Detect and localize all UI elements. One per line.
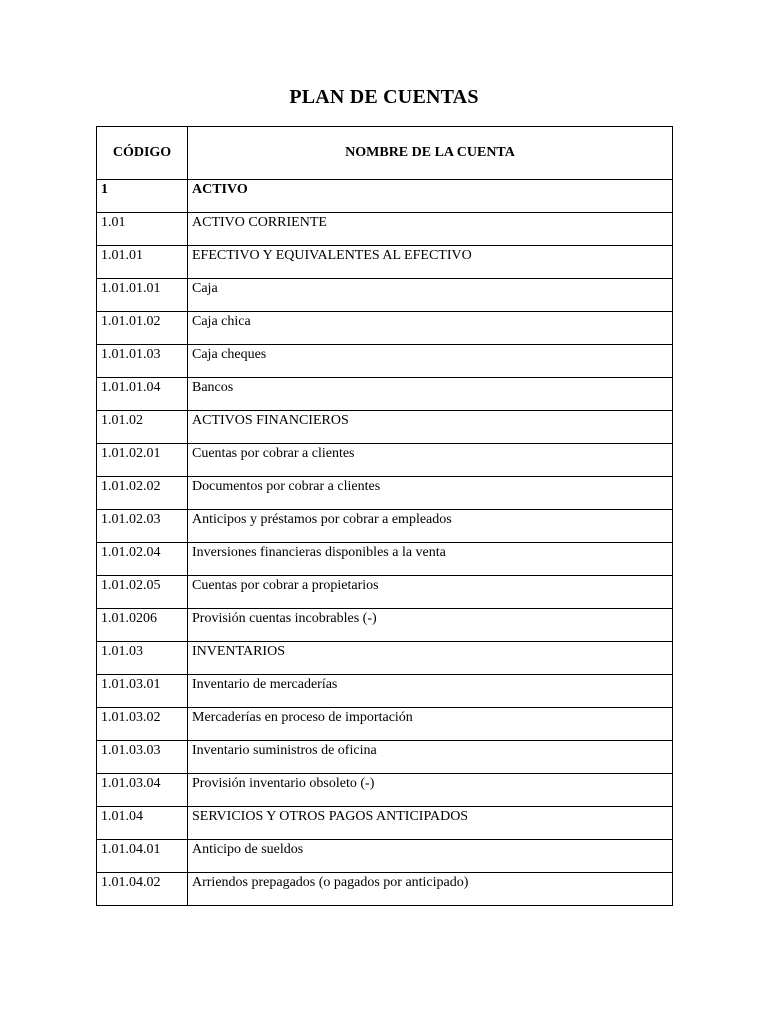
account-code: 1.01.02 [97, 411, 188, 444]
account-name: Inversiones financieras disponibles a la venta [188, 543, 673, 576]
account-code: 1.01.04 [97, 807, 188, 840]
account-code: 1.01.02.05 [97, 576, 188, 609]
table-header [97, 127, 673, 180]
table-row [97, 708, 673, 741]
account-name: ACTIVO CORRIENTE [188, 213, 673, 246]
table-row [97, 840, 673, 873]
account-name: ACTIVO [188, 180, 673, 213]
table-row [97, 444, 673, 477]
account-name: Anticipos y préstamos por cobrar a empleados [188, 510, 673, 543]
table-row [97, 411, 673, 444]
account-name: Provisión inventario obsoleto (-) [188, 774, 673, 807]
account-code: 1.01.02.02 [97, 477, 188, 510]
account-name: Documentos por cobrar a clientes [188, 477, 673, 510]
table-row [97, 180, 673, 213]
table-row [97, 213, 673, 246]
table-row [97, 807, 673, 840]
account-name: Bancos [188, 378, 673, 411]
account-name: Inventario suministros de oficina [188, 741, 673, 774]
account-code: 1.01.01 [97, 246, 188, 279]
account-code: 1.01.02.03 [97, 510, 188, 543]
table-row [97, 312, 673, 345]
account-name: ACTIVOS FINANCIEROS [188, 411, 673, 444]
account-code: 1.01.02.04 [97, 543, 188, 576]
table-row [97, 741, 673, 774]
account-name: Caja cheques [188, 345, 673, 378]
account-code: 1.01.0206 [97, 609, 188, 642]
account-code: 1 [97, 180, 188, 213]
account-name: Mercaderías en proceso de importación [188, 708, 673, 741]
table-row [97, 510, 673, 543]
table-row [97, 378, 673, 411]
table-row [97, 279, 673, 312]
table-row [97, 246, 673, 279]
table-row [97, 774, 673, 807]
account-code: 1.01.04.01 [97, 840, 188, 873]
table-row [97, 576, 673, 609]
account-code: 1.01 [97, 213, 188, 246]
table-row [97, 345, 673, 378]
account-code: 1.01.01.03 [97, 345, 188, 378]
account-code: 1.01.03.01 [97, 675, 188, 708]
table-row [97, 477, 673, 510]
account-code: 1.01.04.02 [97, 873, 188, 906]
account-name: INVENTARIOS [188, 642, 673, 675]
account-code: 1.01.03.03 [97, 741, 188, 774]
account-name: Provisión cuentas incobrables (-) [188, 609, 673, 642]
account-name: Anticipo de sueldos [188, 840, 673, 873]
account-code: 1.01.03 [97, 642, 188, 675]
account-code: 1.01.01.02 [97, 312, 188, 345]
account-code: 1.01.01.01 [97, 279, 188, 312]
account-code: 1.01.03.04 [97, 774, 188, 807]
page-title: PLAN DE CUENTAS [289, 86, 479, 108]
account-name: Inventario de mercaderías [188, 675, 673, 708]
table-body [97, 180, 673, 906]
account-code: 1.01.01.04 [97, 378, 188, 411]
account-name: EFECTIVO Y EQUIVALENTES AL EFECTIVO [188, 246, 673, 279]
table-row [97, 543, 673, 576]
account-name: SERVICIOS Y OTROS PAGOS ANTICIPADOS [188, 807, 673, 840]
column-header-code: CÓDIGO [97, 127, 188, 180]
account-name: Caja [188, 279, 673, 312]
account-name: Caja chica [188, 312, 673, 345]
table-row [97, 609, 673, 642]
header-row [97, 127, 673, 180]
account-name: Cuentas por cobrar a clientes [188, 444, 673, 477]
table-row [97, 675, 673, 708]
table-row [97, 873, 673, 906]
table-row [97, 642, 673, 675]
account-code: 1.01.02.01 [97, 444, 188, 477]
account-name: Cuentas por cobrar a propietarios [188, 576, 673, 609]
accounts-table [96, 126, 673, 906]
account-name: Arriendos prepagados (o pagados por anticipado) [188, 873, 673, 906]
column-header-name: NOMBRE DE LA CUENTA [188, 127, 673, 180]
account-code: 1.01.03.02 [97, 708, 188, 741]
